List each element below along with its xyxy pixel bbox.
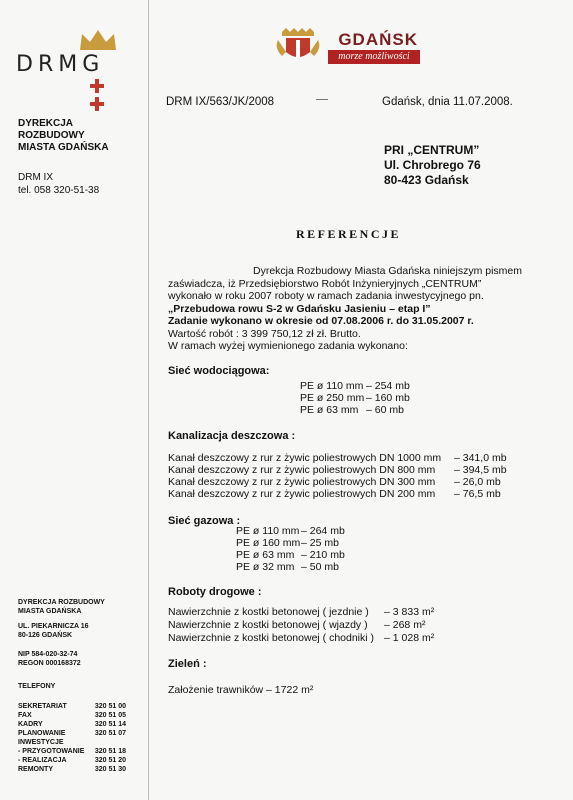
project-name: „Przebudowa rowu S-2 w Gdańsku Jasieniu – etap I” [168, 302, 431, 315]
footer-regon: REGON 000168372 [18, 660, 81, 667]
pipe-spec: PE ø 32 mm [236, 561, 295, 573]
dept-code: DRM IX [18, 172, 53, 183]
intro-line: W ramach wyżej wymienionego zadania wykonano: [168, 340, 408, 352]
phone-number: 320 51 05 [94, 712, 126, 719]
phone-label: PLANOWANIE [18, 730, 66, 737]
list-item [168, 464, 507, 476]
footer-address-line: UL. PIEKARNICZA 16 [18, 623, 89, 630]
project-period: Zadanie wykonano w okresie od 07.08.2006 r. do 31.05.2007 r. [168, 315, 474, 327]
crown-icon [78, 28, 118, 52]
phone-row [18, 766, 126, 773]
pipe-spec: PE ø 110 mm [300, 380, 364, 392]
channel-spec: Kanał deszczowy z rur z żywic poliestrowych DN 300 mm [168, 476, 436, 488]
list-item [300, 392, 410, 404]
list-item [168, 632, 434, 644]
list-item [168, 606, 434, 618]
pipe-spec: PE ø 250 mm [300, 392, 365, 404]
document-title: REFERENCJE [296, 227, 402, 241]
paving-spec: Nawierzchnie z kostki betonowej ( jezdnie ) [168, 606, 369, 618]
list-item [236, 549, 345, 561]
intro-paragraph [168, 265, 522, 353]
pipe-spec: PE ø 63 mm [300, 404, 359, 416]
phone-row [18, 757, 126, 764]
margin-divider [148, 0, 149, 800]
rain-sewer-heading: Kanalizacja deszczowa : [168, 430, 296, 442]
phone-label: - PRZYGOTOWANIE [18, 748, 85, 755]
org-name-line: DYREKCJA [18, 118, 74, 129]
paving-area: – 1 028 m² [384, 632, 435, 644]
channel-spec: Kanał deszczowy z rur z żywic poliestrowych DN 1000 mm [168, 452, 442, 464]
pipe-length: – 210 mb [301, 549, 345, 561]
dept-phone: tel. 058 320-51-38 [18, 185, 100, 196]
pipe-length: – 254 mb [366, 380, 410, 392]
channel-spec: Kanał deszczowy z rur z żywic poliestrowych DN 800 mm [168, 464, 436, 476]
recipient-line: 80-423 Gdańsk [384, 173, 469, 187]
phone-label: - REALIZACJA [18, 757, 67, 764]
pipe-spec: PE ø 63 mm [236, 549, 295, 561]
phone-number: 320 51 18 [94, 748, 126, 755]
list-item [236, 537, 339, 549]
channel-spec: Kanał deszczowy z rur z żywic poliestrowych DN 200 mm [168, 488, 436, 500]
recipient-address [384, 143, 481, 188]
list-item [168, 488, 501, 500]
phone-label: REMONTY [18, 766, 53, 773]
paving-spec: Nawierzchnie z kostki betonowej ( wjazdy ) [168, 619, 368, 631]
footer-org-line: DYREKCJA ROZBUDOWY [18, 599, 105, 606]
footer-address-line: 80-126 GDAŃSK [18, 632, 73, 639]
phone-number: 320 51 20 [94, 757, 126, 764]
pipe-spec: PE ø 110 mm [236, 525, 300, 537]
phone-label: SEKRETARIAT [18, 703, 67, 710]
footer-phones-label: TELEFONY [18, 683, 56, 690]
phone-row [18, 703, 126, 710]
pipe-length: – 264 mb [301, 525, 345, 537]
list-item [300, 380, 410, 392]
paving-area: – 3 833 m² [384, 606, 435, 618]
phone-row [18, 748, 126, 755]
footer-ids [18, 650, 81, 668]
divider-dash [316, 99, 328, 100]
org-name-line: ROZBUDOWY [18, 130, 85, 141]
phone-label: INWESTYCJE [18, 739, 64, 746]
project-value: Wartość robót : 3 399 750,12 zł zł. Brutto. [168, 327, 361, 340]
channel-length: – 26,0 mb [454, 476, 501, 488]
footer-org-line: MIASTA GDAŃSKA [18, 608, 82, 615]
list-item [168, 619, 425, 631]
footer-nip: NIP 584-020-32-74 [18, 651, 78, 658]
channel-length: – 76,5 mb [454, 488, 501, 500]
pipe-length: – 50 mb [301, 561, 339, 573]
paving-spec: Nawierzchnie z kostki betonowej ( chodniki ) [168, 632, 375, 644]
phone-row [18, 739, 126, 746]
org-name [18, 118, 109, 154]
list-item [300, 404, 404, 416]
drmg-logo-text: DRMG [16, 52, 105, 77]
intro-line: zaświadcza, iż Przedsiębiorstwo Robót Inżynieryjnych „CENTRUM” [168, 277, 482, 290]
phone-row [18, 712, 126, 719]
list-item [236, 561, 339, 573]
gdansk-coat-of-arms-icon [272, 28, 324, 64]
list-item [168, 476, 501, 488]
pipe-spec: PE ø 160 mm [236, 537, 301, 549]
phone-number: 320 51 07 [94, 730, 126, 737]
phone-label: KADRY [18, 721, 43, 728]
list-item [168, 452, 507, 464]
gdansk-tagline: morze możliwości [328, 50, 420, 64]
recipient-line: PRI „CENTRUM” [384, 143, 480, 157]
phone-row [18, 721, 126, 728]
water-heading: Sieć wodociągowa: [168, 365, 270, 377]
reference-number: DRM IX/563/JK/2008 [166, 96, 275, 108]
greenery-item: Założenie trawników – 1722 m² [168, 684, 314, 696]
phone-number: 320 51 14 [94, 721, 126, 728]
list-item [236, 525, 345, 537]
phone-number: 320 51 00 [94, 703, 126, 710]
roads-heading: Roboty drogowe : [168, 586, 262, 598]
pipe-length: – 160 mb [366, 392, 410, 404]
pipe-length: – 25 mb [301, 537, 339, 549]
channel-length: – 394,5 mb [454, 464, 507, 476]
channel-length: – 341,0 mb [454, 452, 507, 464]
recipient-line: Ul. Chrobrego 76 [384, 158, 481, 172]
crosses-icon [88, 79, 106, 113]
place-date: Gdańsk, dnia 11.07.2008. [382, 96, 513, 108]
pipe-length: – 60 mb [366, 404, 404, 416]
gdansk-logo-text: GDAŃSK [338, 30, 418, 49]
footer-address [18, 622, 89, 640]
org-name-line: MIASTA GDAŃSKA [18, 142, 109, 153]
intro-line: wykonało w roku 2007 roboty w ramach zadania inwestycyjnego pn. [168, 290, 484, 302]
phone-label: FAX [18, 712, 32, 719]
intro-line: Dyrekcja Rozbudowy Miasta Gdańska niniejszym pismem [252, 265, 522, 277]
phone-row [18, 730, 126, 737]
gas-heading: Sieć gazowa : [168, 515, 241, 527]
footer-org [18, 598, 105, 616]
greenery-heading: Zieleń : [168, 658, 207, 670]
paving-area: – 268 m² [384, 619, 426, 631]
phone-number: 320 51 30 [94, 766, 126, 773]
